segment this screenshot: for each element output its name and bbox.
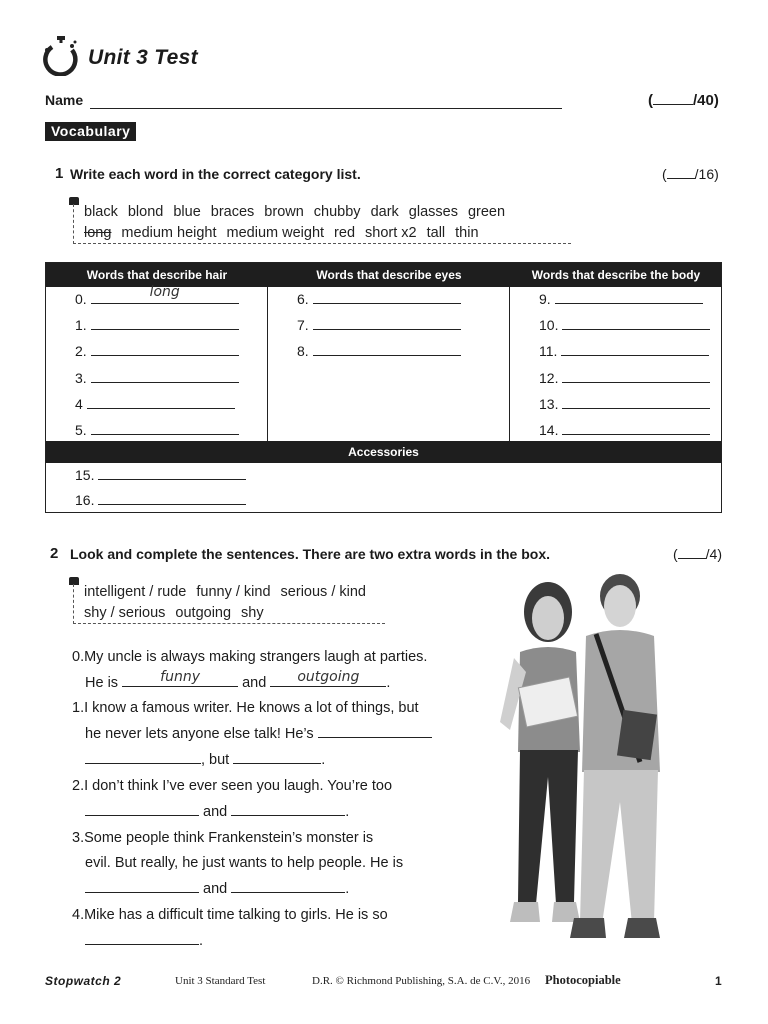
list-item: 6.	[297, 291, 461, 307]
total-score: ( /40)	[648, 92, 719, 109]
answer-field[interactable]	[562, 371, 710, 383]
footer-photocopiable: Photocopiable	[545, 973, 621, 987]
list-item: 5.	[75, 422, 239, 438]
column-divider	[509, 287, 510, 441]
answer-field[interactable]	[231, 804, 345, 816]
stopwatch-logo-icon	[42, 36, 80, 76]
list-item: 13.	[539, 396, 710, 412]
name-label: Name	[45, 92, 84, 108]
list-item: 11.	[539, 343, 709, 359]
answer-field[interactable]	[313, 344, 461, 356]
list-item: 8.	[297, 343, 461, 359]
list-item: 9.	[539, 291, 703, 307]
list-item: 2.	[75, 343, 239, 359]
sentence-1-line-2: he never lets anyone else talk! He’s	[85, 724, 432, 744]
answer-field[interactable]	[231, 881, 345, 893]
exercise-number: 1	[55, 165, 64, 182]
sentence-2-line-2: and .	[85, 802, 349, 822]
word-list-line-2: long medium height medium weight red short x2 tall thin	[84, 225, 479, 241]
page-number: 1	[715, 974, 722, 988]
answer-field[interactable]	[555, 292, 703, 304]
total-score-blank[interactable]	[653, 93, 693, 105]
exercise-score-blank[interactable]	[667, 169, 695, 179]
answer-field[interactable]	[91, 423, 239, 435]
answer-field[interactable]	[85, 933, 199, 945]
exercise-score-blank[interactable]	[678, 549, 706, 559]
column-header-body: Words that describe the body	[531, 268, 701, 282]
exercise-instruction: Look and complete the sentences. There are two extra words in the box.	[70, 546, 551, 562]
footer-copyright: D.R. © Richmond Publishing, S.A. de C.V., 2016	[312, 975, 531, 987]
answer-field[interactable]	[85, 881, 199, 893]
sentence-3-line-2: evil. But really, he just wants to help people. He is	[85, 855, 404, 871]
column-divider	[267, 287, 268, 441]
answer-field[interactable]	[562, 397, 710, 409]
word-list-line-1: black blond blue braces brown chubby dark glasses green	[84, 204, 506, 220]
sentence-2: 2.I don’t think I’ve ever seen you laugh. You’re too	[72, 778, 393, 794]
exercise-score: ( /16)	[662, 166, 719, 182]
sentence-1-line-3: , but .	[85, 750, 325, 770]
answer-field[interactable]	[85, 752, 201, 764]
answer-field[interactable]	[318, 726, 432, 738]
exercise-instruction: Write each word in the correct category list.	[70, 166, 361, 182]
sentence-0: 0.My uncle is always making strangers laugh at parties.	[72, 649, 428, 665]
answer-field[interactable]	[561, 344, 709, 356]
answer-field[interactable]	[313, 318, 461, 330]
category-table	[45, 262, 722, 513]
answer-field[interactable]	[91, 371, 239, 383]
section-badge: Vocabulary	[45, 122, 136, 141]
column-header-eyes: Words that describe eyes	[316, 268, 462, 282]
sentence-4: 4.Mike has a difficult time talking to girls. He is so	[72, 907, 388, 923]
list-item: 0. long	[75, 291, 239, 307]
list-item: 12.	[539, 370, 710, 386]
exercise-score: ( /4)	[673, 546, 723, 562]
answer-field[interactable]	[98, 493, 246, 505]
answer-field[interactable]	[91, 344, 239, 356]
sentence-3-line-3: and .	[85, 879, 349, 899]
word-list-line-1: intelligent / rude funny / kind serious / kind	[84, 584, 366, 600]
answer-field[interactable]	[98, 468, 246, 480]
sentence-3: 3.Some people think Frankenstein’s monster is	[72, 830, 374, 846]
sentence-1: 1.I know a famous writer. He knows a lot of things, but	[72, 700, 419, 716]
answer-field[interactable]	[85, 804, 199, 816]
answer-field[interactable]	[91, 318, 239, 330]
list-item: 3.	[75, 370, 239, 386]
list-item: 1.	[75, 317, 239, 333]
list-item: 7.	[297, 317, 461, 333]
list-item: 4	[75, 396, 235, 412]
brand-logo: Stopwatch 2	[45, 974, 122, 988]
list-item: 10.	[539, 317, 710, 333]
answer-field[interactable]	[562, 318, 710, 330]
answer-field[interactable]	[87, 397, 235, 409]
sentence-4-line-2: .	[85, 931, 203, 951]
answer-field[interactable]	[562, 423, 710, 435]
answer-field[interactable]: long	[91, 292, 239, 304]
answer-field[interactable]	[313, 292, 461, 304]
sentence-0-answer-line: He is funny and outgoing .	[85, 669, 391, 691]
answer-field[interactable]	[233, 752, 321, 764]
word-list-line-2: shy / serious outgoing shy	[84, 605, 264, 621]
accessories-header: Accessories	[46, 441, 721, 463]
answer-field[interactable]: outgoing	[270, 675, 386, 687]
exercise-number: 2	[50, 545, 59, 562]
list-item: 16.	[75, 492, 246, 508]
answer-field[interactable]: funny	[122, 675, 238, 687]
page-title: Unit 3 Test	[88, 46, 198, 69]
name-field[interactable]	[90, 108, 562, 109]
students-photo	[470, 562, 706, 954]
footer-test-name: Unit 3 Standard Test	[175, 975, 266, 987]
list-item: 15.	[75, 467, 246, 483]
list-item: 14.	[539, 422, 710, 438]
column-header-hair: Words that describe hair	[86, 268, 228, 282]
